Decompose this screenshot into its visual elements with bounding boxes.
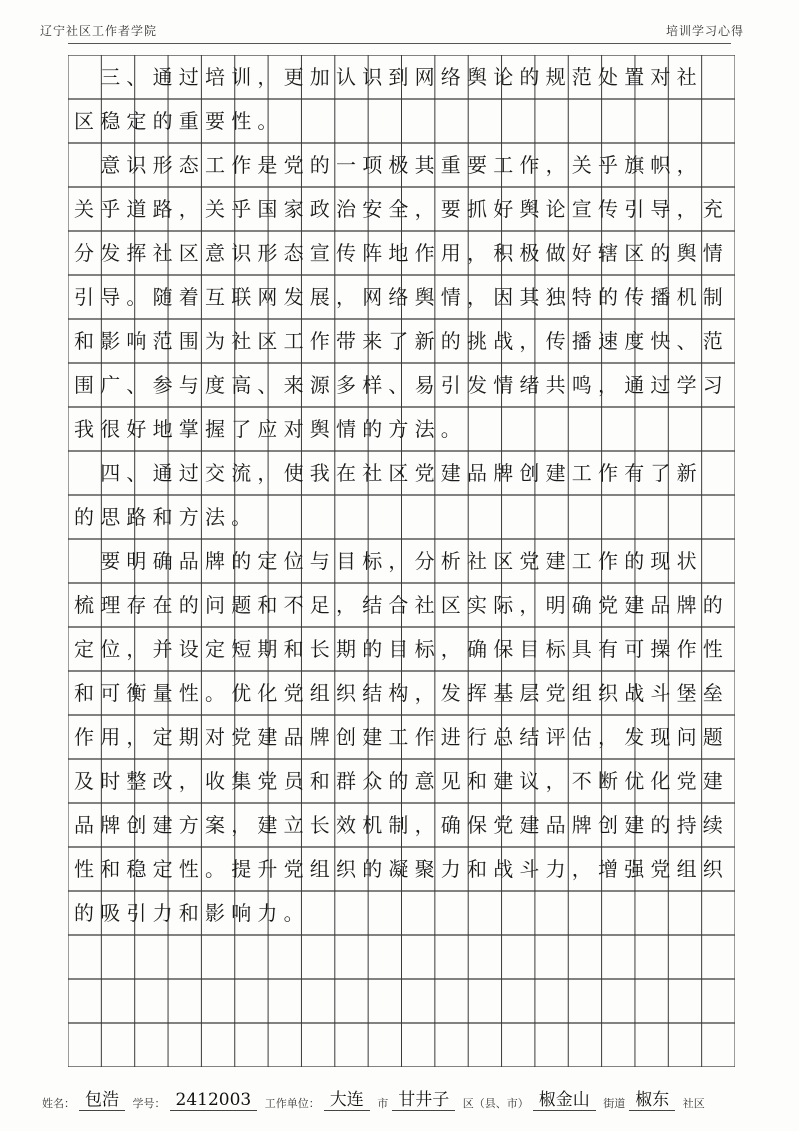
essay-line: 分发挥社区意识形态宣传阵地作用，积极做好辖区的舆情 — [74, 241, 729, 265]
header-doc-title: 培训学习心得 — [665, 24, 744, 38]
essay-line: 性和稳定性。提升党组织的凝聚力和战斗力，增强党组织 — [74, 857, 729, 881]
unit-label: 工作单位： — [264, 1097, 320, 1110]
essay-line: 三、通过培训，更加认识到网络舆论的规范处置对社 — [74, 65, 703, 89]
essay-line: 作用，定期对党建品牌创建工作进行总结评估，发现问题 — [74, 725, 729, 749]
street-label: 街道 — [603, 1097, 626, 1110]
unit-street-value: 椒金山 — [533, 1085, 596, 1111]
unit-city-value: 大连 — [324, 1085, 370, 1111]
essay-line: 关乎道路，关乎国家政治安全，要抓好舆论宣传引导，充 — [74, 197, 729, 221]
signature-footer — [42, 1085, 757, 1111]
essay-line: 要明确品牌的定位与目标，分析社区党建工作的现状 — [74, 549, 703, 573]
essay-line: 的吸引力和影响力。 — [74, 901, 310, 925]
essay-line: 及时整改，收集党员和群众的意见和建议，不断优化党建 — [74, 769, 729, 793]
id-label: 学号： — [132, 1097, 166, 1110]
id-value: 2412003 — [170, 1090, 258, 1111]
essay-line: 梳理存在的问题和不足，结合社区实际，明确党建品牌的 — [74, 593, 729, 617]
unit-community-value: 椒东 — [629, 1085, 675, 1111]
header-school-name: 辽宁社区工作者学院 — [40, 24, 158, 38]
header-divider — [68, 43, 731, 44]
essay-line: 和影响范围为社区工作带来了新的挑战，传播速度快、范 — [74, 329, 729, 353]
essay-line: 意识形态工作是党的一项极其重要工作，关乎旗帜， — [74, 153, 703, 177]
essay-line: 的思路和方法。 — [74, 505, 258, 529]
essay-line: 定位，并设定短期和长期的目标，确保目标具有可操作性 — [74, 637, 729, 661]
name-label: 姓名： — [42, 1097, 75, 1110]
essay-line: 和可衡量性。优化党组织结构，发挥基层党组织战斗堡垒 — [74, 681, 729, 705]
essay-line: 我很好地掌握了应对舆情的方法。 — [74, 417, 467, 441]
essay-line: 区稳定的重要性。 — [74, 109, 284, 133]
unit-district-value: 甘井子 — [392, 1085, 455, 1111]
essay-line: 品牌创建方案，建立长效机制，确保党建品牌创建的持续 — [74, 813, 729, 837]
district-label: 区（县、市） — [462, 1097, 529, 1110]
essay-line: 引导。随着互联网发展，网络舆情，因其独特的传播机制 — [74, 285, 729, 309]
essay-body — [68, 55, 735, 1067]
name-value: 包浩 — [79, 1085, 125, 1111]
essay-line: 四、通过交流，使我在社区党建品牌创建工作有了新 — [74, 461, 703, 485]
essay-line: 围广、参与度高、来源多样、易引发情绪共鸣，通过学习 — [74, 373, 729, 397]
city-label: 市 — [377, 1097, 389, 1110]
community-label: 社区 — [682, 1097, 705, 1110]
